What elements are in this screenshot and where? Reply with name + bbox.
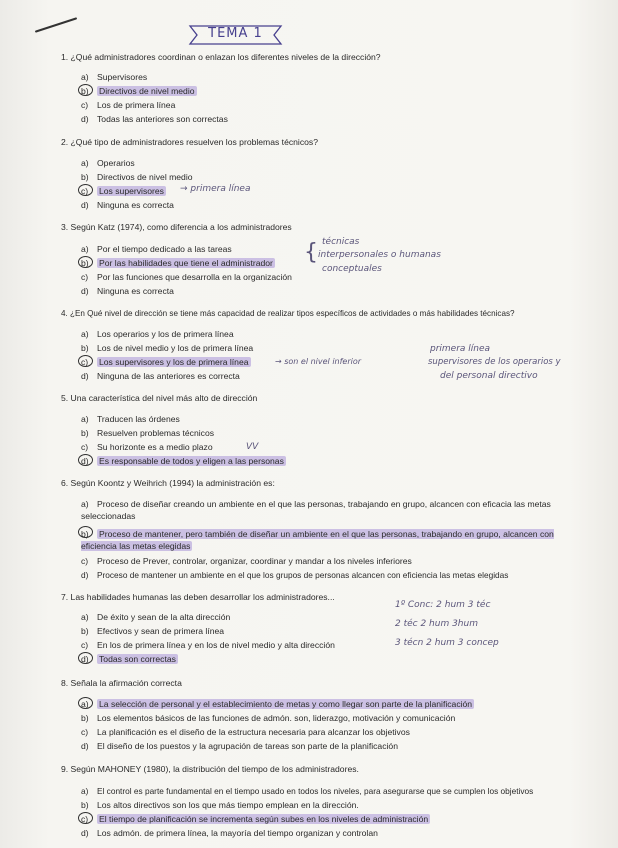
- pen-scribble: [35, 17, 77, 32]
- q4-option-b: b) Los de nivel medio y los de primera línea: [81, 343, 254, 353]
- handwritten-note: 3 técn 2 hum 3 concep: [395, 638, 499, 648]
- q5-option-a: a) Traducen las órdenes: [81, 414, 180, 424]
- handwritten-note: 2 téc 2 hum 3hum: [395, 619, 478, 629]
- q9-option-a: a) El control es parte fundamental en el tiempo usado en todos los niveles, para asegurarse que se cumplen los objetivos: [81, 786, 534, 796]
- q7-option-b: b) Efectivos y sean de primera línea: [81, 626, 225, 636]
- q9-option-c: c) El tiempo de planificación se incrementa según subes en los niveles de administración: [81, 814, 429, 824]
- q7-option-a: a) De éxito y sean de la alta dirección: [81, 612, 231, 622]
- handwritten-note: VV: [246, 442, 259, 452]
- question-1: 1. ¿Qué administradores coordinan o enlazan los diferentes niveles de la dirección?: [61, 52, 381, 62]
- handwritten-note: supervisores de los operarios y: [428, 357, 561, 367]
- q5-option-d: d) Es responsable de todos y eligen a las personas: [81, 456, 284, 466]
- q8-option-c: c) La planificación es el diseño de la estructura necesaria para alcanzar los objetivos: [81, 727, 410, 737]
- q6-option-b: b) Proceso de mantener, pero también de diseñar un ambiente en el que las personas, trabajando en grupo, alcancen con eficiencia las metas elegidas: [81, 529, 554, 551]
- q6-option-c: c) Proceso de Prever, controlar, organizar, coordinar y mandar a los niveles inferiores: [81, 556, 412, 566]
- q1-option-a: a) Supervisores: [81, 72, 148, 82]
- q4-option-a: a) Los operarios y los de primera línea: [81, 329, 234, 339]
- q4-option-d: d) Ninguna de las anteriores es correcta: [81, 371, 240, 381]
- page-title: TEMA 1: [208, 26, 263, 41]
- q3-option-c: c) Por las funciones que desarrolla en la organización: [81, 272, 292, 282]
- question-2: 2. ¿Qué tipo de administradores resuelven los problemas técnicos?: [61, 137, 318, 147]
- q1-option-b: b) Directivos de nivel medio: [81, 86, 195, 96]
- q7-option-c: c) En los de primera línea y en los de nivel medio y alta dirección: [81, 640, 335, 650]
- q7-option-d: d) Todas son correctas: [81, 654, 176, 664]
- q6-option-d: d) Proceso de mantener un ambiente en el que los grupos de personas alcancen con eficiencia las metas elegidas: [81, 570, 509, 580]
- q2-option-b: b) Directivos de nivel medio: [81, 172, 193, 182]
- question-8: 8. Señala la afirmación correcta: [61, 678, 182, 688]
- q2-option-d: d) Ninguna es correcta: [81, 200, 174, 210]
- q6-option-a: a) Proceso de diseñar creando un ambiente en el que las personas, trabajando en grupo, alcancen con eficacia las metas seleccionadas: [81, 499, 551, 521]
- q3-option-d: d) Ninguna es correcta: [81, 286, 174, 296]
- q5-option-c: c) Su horizonte es a medio plazo: [81, 442, 213, 452]
- question-3: 3. Según Katz (1974), como diferencia a los administradores: [61, 222, 292, 232]
- q3-option-b: b) Por las habilidades que tiene el administrador: [81, 258, 273, 268]
- handwritten-brace: {: [304, 240, 318, 265]
- q4-option-c: c) Los supervisores y los de primera línea: [81, 357, 249, 367]
- q5-option-b: b) Resuelven problemas técnicos: [81, 428, 215, 438]
- handwritten-note: 1º Conc: 2 hum 3 téc: [395, 600, 491, 610]
- handwritten-note: → primera línea: [180, 184, 251, 194]
- handwritten-note: técnicas: [322, 237, 360, 247]
- handwritten-note: interpersonales o humanas: [318, 250, 441, 260]
- q9-option-b: b) Los altos directivos son los que más tiempo emplean en la dirección.: [81, 800, 359, 810]
- q8-option-d: d) El diseño de los puestos y la agrupación de tareas son parte de la planificación: [81, 741, 398, 751]
- handwritten-note: del personal directivo: [440, 371, 538, 381]
- q8-option-a: a) La selección de personal y el establecimiento de metas y como llegar son parte de la planificación: [81, 699, 473, 709]
- question-4: 4. ¿En Qué nivel de dirección se tiene más capacidad de realizar tipos específicos de actividades o más habilidades técnicas?: [61, 309, 515, 318]
- handwritten-note: primera línea: [430, 344, 491, 354]
- question-5: 5. Una característica del nivel más alto de dirección: [61, 393, 258, 403]
- question-7: 7. Las habilidades humanas las deben desarrollar los administradores...: [61, 592, 335, 602]
- q1-option-d: d) Todas las anteriores son correctas: [81, 114, 228, 124]
- q2-option-c: c) Los supervisores: [81, 186, 164, 196]
- q3-option-a: a) Por el tiempo dedicado a las tareas: [81, 244, 232, 254]
- q8-option-b: b) Los elementos básicos de las funciones de admón. son, liderazgo, motivación y comunicación: [81, 713, 456, 723]
- title-tag: [188, 24, 283, 46]
- question-6: 6. Según Koontz y Weihrich (1994) la administración es:: [61, 478, 275, 488]
- handwritten-note: → son el nivel inferior: [275, 357, 362, 366]
- q9-option-d: d) Los admón. de primera línea, la mayoría del tiempo organizan y controlan: [81, 828, 378, 838]
- q1-option-c: c) Los de primera línea: [81, 100, 176, 110]
- handwritten-note: conceptuales: [322, 264, 382, 274]
- q2-option-a: a) Operarios: [81, 158, 135, 168]
- question-9: 9. Según MAHONEY (1980), la distribución del tiempo de los administradores.: [61, 764, 359, 774]
